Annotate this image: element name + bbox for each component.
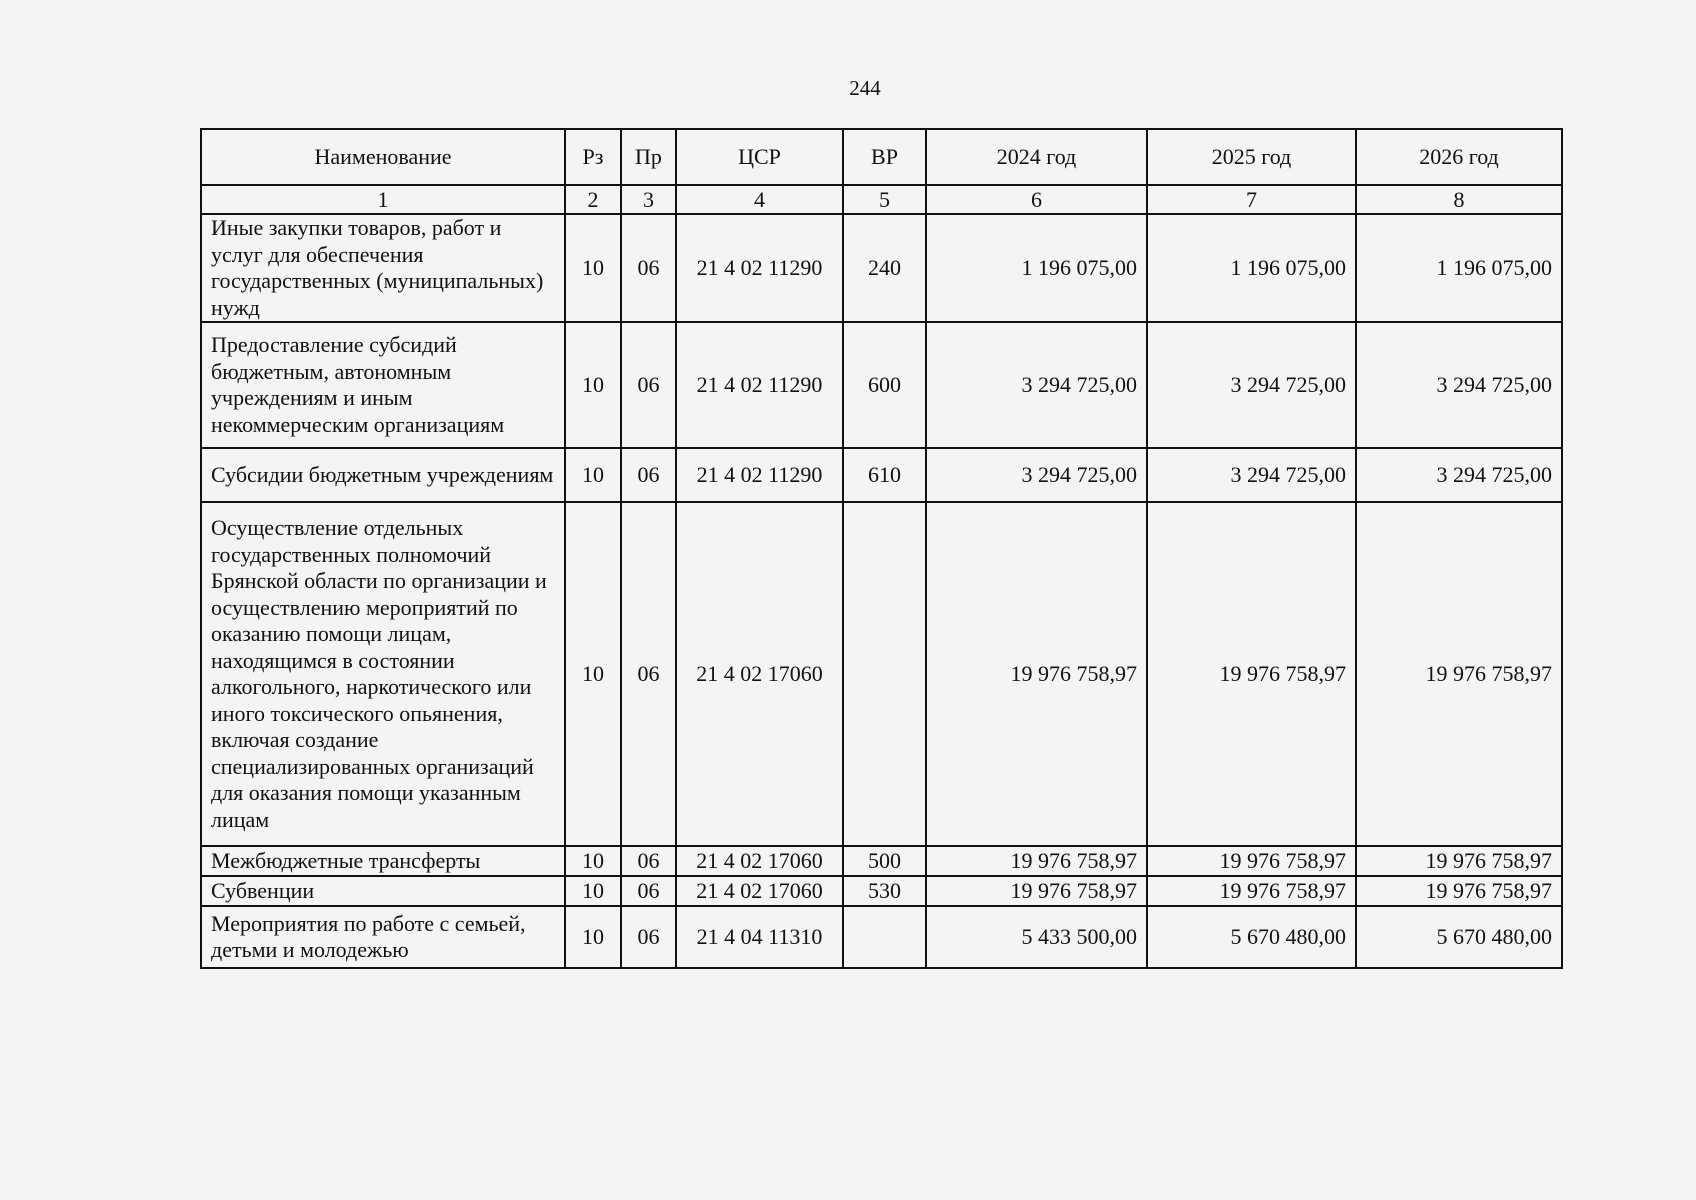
row-rz: 10 bbox=[565, 448, 621, 502]
row-csr: 21 4 02 17060 bbox=[676, 846, 843, 876]
row-2024: 3 294 725,00 bbox=[926, 448, 1147, 502]
row-pr: 06 bbox=[621, 876, 676, 906]
column-number: 6 bbox=[926, 185, 1147, 214]
row-name: Иные закупки товаров, работ и услуг для обеспечения государственных (муниципальных) нужд bbox=[201, 214, 565, 322]
header-2025: 2025 год bbox=[1147, 129, 1356, 185]
table-row bbox=[201, 448, 1562, 502]
row-pr: 06 bbox=[621, 448, 676, 502]
row-name: Субвенции bbox=[201, 876, 565, 906]
row-2026: 19 976 758,97 bbox=[1356, 846, 1562, 876]
row-2025: 19 976 758,97 bbox=[1147, 846, 1356, 876]
column-number: 4 bbox=[676, 185, 843, 214]
row-name: Межбюджетные трансферты bbox=[201, 846, 565, 876]
row-csr: 21 4 02 11290 bbox=[676, 322, 843, 448]
table-row bbox=[201, 906, 1562, 968]
header-row bbox=[201, 129, 1562, 185]
row-csr: 21 4 02 11290 bbox=[676, 214, 843, 322]
column-number: 3 bbox=[621, 185, 676, 214]
column-number: 2 bbox=[565, 185, 621, 214]
row-name: Мероприятия по работе с семьей, детьми и молодежью bbox=[201, 906, 565, 968]
row-2026: 3 294 725,00 bbox=[1356, 448, 1562, 502]
table-row bbox=[201, 322, 1562, 448]
row-2025: 3 294 725,00 bbox=[1147, 448, 1356, 502]
row-rz: 10 bbox=[565, 214, 621, 322]
row-vr: 240 bbox=[843, 214, 926, 322]
row-csr: 21 4 02 17060 bbox=[676, 502, 843, 846]
row-vr bbox=[843, 906, 926, 968]
row-rz: 10 bbox=[565, 906, 621, 968]
row-pr: 06 bbox=[621, 502, 676, 846]
page-number: 244 bbox=[849, 76, 881, 100]
row-csr: 21 4 04 11310 bbox=[676, 906, 843, 968]
row-2025: 1 196 075,00 bbox=[1147, 214, 1356, 322]
header-rz: Рз bbox=[565, 129, 621, 185]
budget-table bbox=[200, 128, 1563, 969]
row-2025: 19 976 758,97 bbox=[1147, 502, 1356, 846]
header-pr: Пр bbox=[621, 129, 676, 185]
row-2025: 3 294 725,00 bbox=[1147, 322, 1356, 448]
row-name: Субсидии бюджетным учреждениям bbox=[201, 448, 565, 502]
header-name: Наименование bbox=[201, 129, 565, 185]
row-pr: 06 bbox=[621, 214, 676, 322]
row-vr: 610 bbox=[843, 448, 926, 502]
row-csr: 21 4 02 11290 bbox=[676, 448, 843, 502]
column-number: 5 bbox=[843, 185, 926, 214]
column-number: 7 bbox=[1147, 185, 1356, 214]
row-pr: 06 bbox=[621, 322, 676, 448]
row-2026: 19 976 758,97 bbox=[1356, 502, 1562, 846]
column-number: 1 bbox=[201, 185, 565, 214]
header-csr: ЦСР bbox=[676, 129, 843, 185]
row-2024: 19 976 758,97 bbox=[926, 502, 1147, 846]
table-row bbox=[201, 502, 1562, 846]
row-2026: 19 976 758,97 bbox=[1356, 876, 1562, 906]
row-vr bbox=[843, 502, 926, 846]
row-pr: 06 bbox=[621, 906, 676, 968]
row-2026: 3 294 725,00 bbox=[1356, 322, 1562, 448]
row-2025: 19 976 758,97 bbox=[1147, 876, 1356, 906]
row-rz: 10 bbox=[565, 322, 621, 448]
row-name: Предоставление субсидий бюджетным, автономным учреждениям и иным некоммерческим организациям bbox=[201, 322, 565, 448]
row-rz: 10 bbox=[565, 502, 621, 846]
row-2024: 5 433 500,00 bbox=[926, 906, 1147, 968]
row-pr: 06 bbox=[621, 846, 676, 876]
table-row bbox=[201, 876, 1562, 906]
header-2024: 2024 год bbox=[926, 129, 1147, 185]
table-row bbox=[201, 846, 1562, 876]
row-2024: 19 976 758,97 bbox=[926, 846, 1147, 876]
column-number-row bbox=[201, 185, 1562, 214]
row-2024: 1 196 075,00 bbox=[926, 214, 1147, 322]
row-rz: 10 bbox=[565, 876, 621, 906]
table-row bbox=[201, 214, 1562, 322]
row-name: Осуществление отдельных государственных полномочий Брянской области по организации и осуществлению мероприятий по оказанию помощи лицам, находящимся в состоянии алкогольного, наркотического или иного токсического опьянения, включая создание специализированных организаций для оказания помощи указанным лицам bbox=[201, 502, 565, 846]
row-vr: 500 bbox=[843, 846, 926, 876]
row-vr: 530 bbox=[843, 876, 926, 906]
row-2026: 1 196 075,00 bbox=[1356, 214, 1562, 322]
row-2026: 5 670 480,00 bbox=[1356, 906, 1562, 968]
row-2024: 3 294 725,00 bbox=[926, 322, 1147, 448]
row-csr: 21 4 02 17060 bbox=[676, 876, 843, 906]
header-2026: 2026 год bbox=[1356, 129, 1562, 185]
row-rz: 10 bbox=[565, 846, 621, 876]
row-vr: 600 bbox=[843, 322, 926, 448]
row-2025: 5 670 480,00 bbox=[1147, 906, 1356, 968]
header-vr: ВР bbox=[843, 129, 926, 185]
column-number: 8 bbox=[1356, 185, 1562, 214]
row-2024: 19 976 758,97 bbox=[926, 876, 1147, 906]
